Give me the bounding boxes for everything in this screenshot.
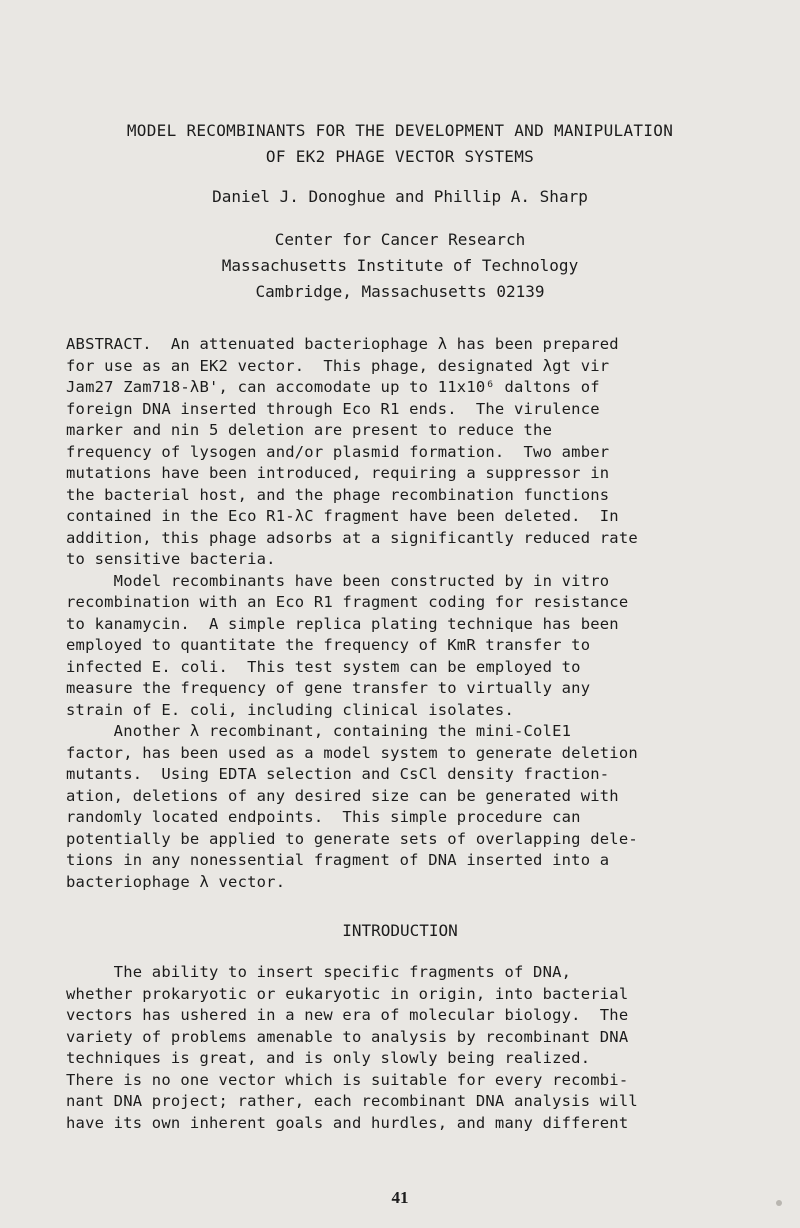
introduction-body — [66, 962, 726, 1134]
affiliation-line-2: Massachusetts Institute of Technology — [221, 256, 579, 275]
abstract-line: recombination with an Eco R1 fragment coding for resistance — [66, 593, 629, 611]
abstract-line: ation, deletions of any desired size can be generated with — [66, 786, 619, 805]
abstract-line: addition, this phage adsorbs at a significantly reduced rate — [66, 528, 638, 547]
author-list: Daniel J. Donoghue and Phillip A. Sharp — [212, 187, 588, 206]
abstract-line: randomly located endpoints. This simple procedure can — [66, 808, 581, 826]
intro-line: nant DNA project; rather, each recombinant DNA analysis will — [66, 1092, 638, 1110]
abstract-line: Another λ recombinant, containing the mini-ColE1 — [66, 722, 572, 740]
section-heading-introduction: INTRODUCTION — [342, 921, 458, 940]
intro-line: have its own inherent goals and hurdles, and many different — [66, 1113, 629, 1132]
abstract-line: contained in the Eco R1-λC fragment have been deleted. In — [66, 507, 619, 525]
affiliation-line-3: Cambridge, Massachusetts 02139 — [255, 282, 545, 301]
page-number: 41 — [391, 1188, 409, 1207]
affiliation — [60, 227, 740, 305]
affiliation-line-1: Center for Cancer Research — [274, 230, 526, 249]
abstract-line: for use as an EK2 vector. This phage, designated λgt vir — [66, 356, 610, 375]
intro-line: vectors has ushered in a new era of molecular biology. The — [66, 1006, 629, 1024]
abstract-line: the bacterial host, and the phage recombination functions — [66, 485, 610, 504]
abstract-line: tions in any nonessential fragment of DNA inserted into a — [66, 851, 610, 869]
abstract-line: employed to quantitate the frequency of KmR transfer to — [66, 636, 591, 654]
abstract-line: ABSTRACT. An attenuated bacteriophage λ has been prepared — [66, 335, 619, 353]
abstract-line: to kanamycin. A simple replica plating technique has been — [66, 614, 619, 633]
intro-line: The ability to insert specific fragments of DNA, — [66, 963, 572, 981]
title-line-2: OF EK2 PHAGE VECTOR SYSTEMS — [265, 147, 535, 166]
abstract-line: frequency of lysogen and/or plasmid formation. Two amber — [66, 442, 610, 461]
abstract-line: bacteriophage λ vector. — [66, 872, 286, 891]
abstract-line: foreign DNA inserted through Eco R1 ends. The virulence — [66, 399, 600, 418]
abstract-line: infected E. coli. This test system can be employed to — [66, 657, 581, 676]
abstract-line: Jam27 Zam718-λB', can accomodate up to 11x10⁶ daltons of — [66, 378, 600, 396]
paper-title — [60, 118, 740, 170]
abstract-line: mutants. Using EDTA selection and CsCl density fraction- — [66, 765, 610, 783]
abstract-line: potentially be applied to generate sets of overlapping dele- — [66, 829, 638, 848]
title-line-1: MODEL RECOMBINANTS FOR THE DEVELOPMENT AND MANIPULATION — [126, 121, 674, 140]
abstract-line: mutations have been introduced, requiring a suppressor in — [66, 464, 610, 482]
paper-speck — [776, 1200, 782, 1206]
abstract-line: factor, has been used as a model system to generate deletion — [66, 743, 638, 762]
abstract-line: Model recombinants have been constructed by in vitro — [66, 571, 610, 590]
intro-line: whether prokaryotic or eukaryotic in origin, into bacterial — [66, 984, 629, 1003]
abstract-line: measure the frequency of gene transfer to virtually any — [66, 679, 591, 697]
intro-line: There is no one vector which is suitable for every recombi- — [66, 1070, 629, 1089]
abstract-line: to sensitive bacteria. — [66, 550, 276, 568]
abstract — [66, 334, 726, 893]
intro-line: variety of problems amenable to analysis by recombinant DNA — [66, 1027, 629, 1046]
abstract-line: strain of E. coli, including clinical isolates. — [66, 700, 514, 719]
intro-line: techniques is great, and is only slowly being realized. — [66, 1049, 591, 1067]
abstract-line: marker and nin 5 deletion are present to reduce the — [66, 421, 553, 439]
